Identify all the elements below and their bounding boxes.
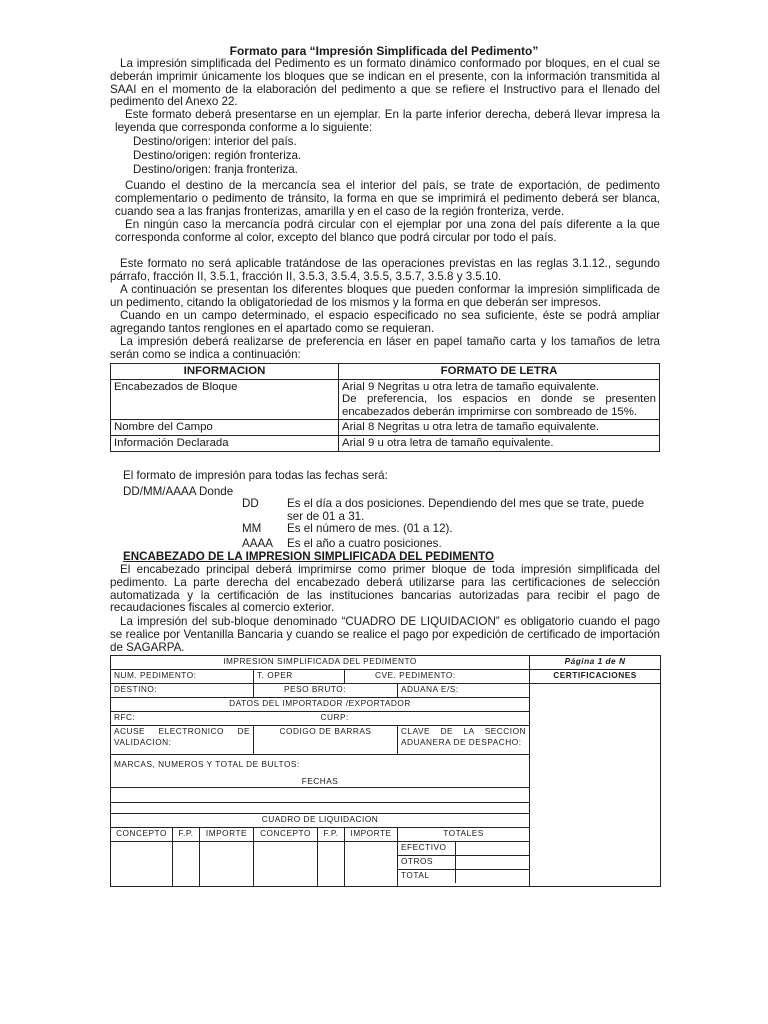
otros-label: OTROS xyxy=(398,856,455,870)
table-row xyxy=(111,435,660,451)
liquidacion-cell xyxy=(111,842,173,887)
curp-label: CURP: xyxy=(318,712,530,726)
col-fp: F.P. xyxy=(173,828,200,842)
liquidacion-cell xyxy=(200,842,254,887)
aduana-label: ADUANA E/S: xyxy=(398,684,530,698)
table-row xyxy=(111,379,660,420)
efectivo-value xyxy=(455,842,529,856)
pedimento-form xyxy=(110,655,660,887)
table-header-row xyxy=(111,364,660,380)
acuse-label: ACUSE ELECTRONICO DE VALIDACION: xyxy=(111,726,254,755)
col-concepto-2: CONCEPTO xyxy=(254,828,318,842)
total-label: TOTAL xyxy=(398,870,455,884)
totales-table xyxy=(398,842,529,883)
codigo-barras-label: CODIGO DE BARRAS xyxy=(254,726,398,755)
blank-row xyxy=(111,803,530,814)
paragraph-reglas: Este formato no será aplicable tratándose de las operaciones previstas en las reglas 3.1.12., segundo párrafo, fracción II, 3.5.1, fracción II, 3.5.3, 3.5.4, 3.5.5, 3.5.7, 3.5.8 y 3.5.10. xyxy=(110,257,660,283)
dates-mm-key: MM xyxy=(242,522,262,535)
liquidacion-cell xyxy=(173,842,200,887)
peso-bruto-label: PESO BRUTO: xyxy=(254,684,398,698)
otros-value xyxy=(455,856,529,870)
paragraph-renglones: Cuando en un campo determinado, el espacio especificado no sea suficiente, éste se podrá ampliar agregando tantos renglones en el apartado como se requieran. xyxy=(110,309,660,335)
num-pedimento-label: NUM. PEDIMENTO: xyxy=(111,670,254,684)
paragraph-intro: La impresión simplificada del Pedimento es un formato dinámico conformado por bloques, en el cual se deberán imprimir únicamente los bloques que se indican en el presente, con la información transmitida al SAAI en el momento de la elaboración del pedimento a que se refiere el Instructivo para el llenado del pedimento del Anexo 22. xyxy=(110,57,660,109)
cuadro-liquidacion-header: CUADRO DE LIQUIDACION xyxy=(111,814,530,828)
table-cell xyxy=(339,379,660,420)
marcas-label: MARCAS, NUMEROS Y TOTAL DE BULTOS: xyxy=(114,759,300,769)
paragraph-bloques: A continuación se presentan los diferentes bloques que pueden conformar la impresión simplificada de un pedimento, citando la obligatoriedad de los mismos y la forma en que deberán ser impresos. xyxy=(110,283,660,309)
col-importe-2: IMPORTE xyxy=(345,828,398,842)
marcas-fechas-cell xyxy=(111,755,530,788)
pedimento-form-table xyxy=(110,655,661,887)
datos-importador-header: DATOS DEL IMPORTADOR /EXPORTADOR xyxy=(111,698,530,712)
certificaciones-area xyxy=(530,684,661,887)
total-value xyxy=(455,870,529,884)
liquidacion-cell xyxy=(254,842,318,887)
destino-franja: Destino/origen: franja fronteriza. xyxy=(133,163,298,176)
liquidacion-cell xyxy=(318,842,345,887)
table-cell: Arial 9 u otra letra de tamaño equivalente. xyxy=(339,435,660,451)
col-concepto: CONCEPTO xyxy=(111,828,173,842)
dates-dd-key: DD xyxy=(242,497,259,510)
clave-seccion-label: CLAVE DE LA SECCION ADUANERA DE DESPACHO: xyxy=(398,726,530,755)
table-cell-line: De preferencia, los espacios en donde se presenten encabezados deberán imprimirse con sombreado de 15%. xyxy=(342,393,656,418)
efectivo-label: EFECTIVO xyxy=(398,842,455,856)
table-cell: Encabezados de Bloque xyxy=(111,379,339,420)
paragraph-circulacion: En ningún caso la mercancía podrá circular con el ejemplar por una zona del país diferente a la que corresponda conforme al color, excepto del blanco que podrá circular por todo el país. xyxy=(115,218,660,244)
col-totales: TOTALES xyxy=(398,828,530,842)
page-number: Página 1 de N xyxy=(530,656,661,670)
dates-intro: El formato de impresión para todas las fechas será: xyxy=(123,469,388,482)
fechas-area xyxy=(111,788,530,803)
paragraph-cuadro: La impresión del sub-bloque denominado “CUADRO DE LIQUIDACION” es obligatorio cuando el pago se realice por Ventanilla Bancaria y cuando se realice el pago por expedición de certificado de importación de SAGARPA. xyxy=(110,615,660,654)
section-heading: ENCABEZADO DE LA IMPRESION SIMPLIFICADA DEL PEDIMENTO xyxy=(123,550,495,563)
dates-mm-desc: Es el número de mes. (01 a 12). xyxy=(287,522,453,535)
fechas-label: FECHAS xyxy=(301,776,339,786)
table-cell-line: Arial 9 Negritas u otra letra de tamaño equivalente. xyxy=(342,380,600,393)
col-importe: IMPORTE xyxy=(200,828,254,842)
paragraph-colores: Cuando el destino de la mercancía sea el interior del país, se trate de exportación, de pedimento complementario o pedimento de tránsito, la forma en que se imprimirá el pedimento deberá ser blanca, cuando sea a las franjas fronterizas, amarilla y en el caso de la región fronteriza, verde. xyxy=(115,179,660,218)
table-row xyxy=(111,420,660,436)
paragraph-encabezado: El encabezado principal deberá imprimirse como primer bloque de toda impresión simplificada del pedimento. La parte derecha del encabezado deberá utilizarse para las certificaciones de selección automatizada y la certificación de las instituciones bancarias autorizadas para recibir el pago de recaudaciones fiscales al comercio exterior. xyxy=(110,563,660,615)
dates-format: DD/MM/AAAA Donde xyxy=(123,485,234,498)
table-header-formato: FORMATO DE LETRA xyxy=(339,364,660,380)
table-header-informacion: INFORMACION xyxy=(111,364,339,380)
document-title: Formato para “Impresión Simplificada del Pedimento” xyxy=(229,44,539,58)
liquidacion-cell xyxy=(345,842,398,887)
table-cell: Arial 8 Negritas u otra letra de tamaño equivalente. xyxy=(339,420,660,436)
certificaciones-label: CERTIFICACIONES xyxy=(530,670,661,684)
dates-aaaa-key: AAAA xyxy=(242,537,273,550)
table-cell: Información Declarada xyxy=(111,435,339,451)
font-format-table xyxy=(110,363,660,452)
totales-cell xyxy=(398,842,530,887)
destino-label: DESTINO: xyxy=(111,684,254,698)
destino-region: Destino/origen: región fronteriza. xyxy=(133,149,302,162)
paragraph-laser: La impresión deberá realizarse de preferencia en láser en papel tamaño carta y los tamaños de letra serán como se indica a continuación: xyxy=(110,335,660,361)
col-fp-2: F.P. xyxy=(318,828,345,842)
paragraph-ejemplar: Este formato deberá presentarse en un ejemplar. En la parte inferior derecha, deberá llevar impresa la leyenda que corresponda conforme a lo siguiente: xyxy=(115,108,660,134)
cve-pedimento-label: CVE. PEDIMENTO: xyxy=(345,670,530,684)
dates-dd-desc: Es el día a dos posiciones. Dependiendo del mes que se trate, puede ser de 01 a 31. xyxy=(287,497,645,523)
form-header: IMPRESION SIMPLIFICADA DEL PEDIMENTO xyxy=(111,656,530,670)
destino-interior: Destino/origen: interior del país. xyxy=(133,135,297,148)
dates-aaaa-desc: Es el año a cuatro posiciones. xyxy=(287,537,442,550)
rfc-label: RFC: xyxy=(111,712,318,726)
table-cell: Nombre del Campo xyxy=(111,420,339,436)
t-oper-label: T. OPER xyxy=(254,670,345,684)
